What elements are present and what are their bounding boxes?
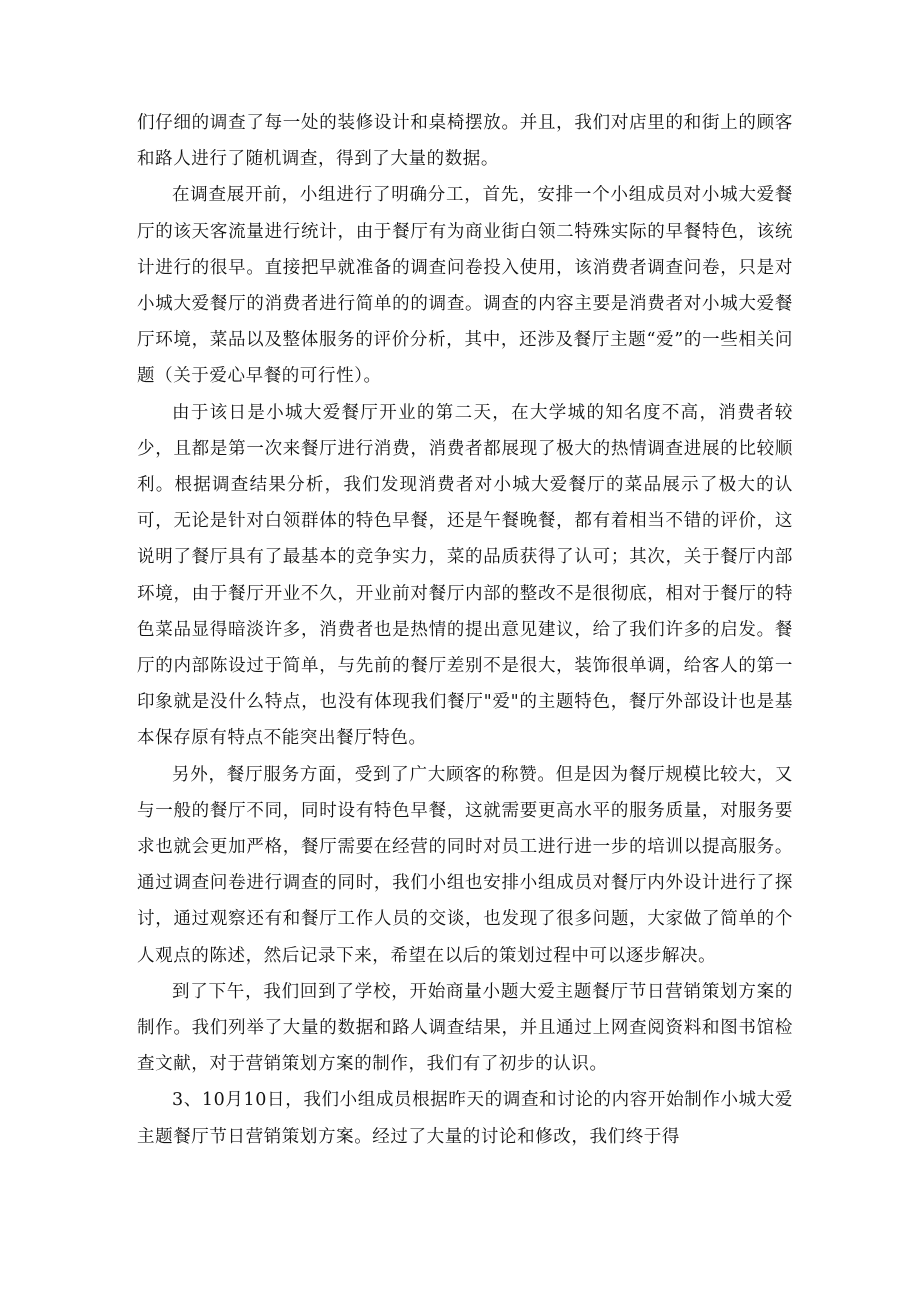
paragraph-survey-division: 在调查展开前，小组进行了明确分工，首先，安排一个小组成员对小城大爱餐厅的该天客流量进行统计，由于餐厅有为商业街白领二特殊实际的早餐特色，该统计进行的很早。直接把早就准备的调查问卷投入使用，该消费者调查问卷，只是对小城大爱餐厅的消费者进行简单的的调查。调查的内容主要是消费者对小城大爱餐厅环境，菜品以及整体服务的评价分析，其中，还涉及餐厅主题“爱”的一些相关问题（关于爱心早餐的可行性）。 [137,185,793,387]
paragraph-afternoon: 到了下午，我们回到了学校，开始商量小题大爱主题餐厅节日营销策划方案的制作。我们列举了大量的数据和路人调查结果，并且通过上网查阅资料和图书馆检查文献，对于营销策划方案的制作，我们有了初步的认识。 [137,981,793,1075]
paragraph-continuation: 们仔细的调查了每一处的装修设计和桌椅摆放。并且，我们对店里的和街上的顾客和路人进行了随机调查，得到了大量的数据。 [137,113,793,170]
paragraph-survey-results: 由于该日是小城大爱餐厅开业的第二天，在大学城的知名度不高，消费者较少，且都是第一次来餐厅进行消费，消费者都展现了极大的热情调查进展的比较顺利。根据调查结果分析，我们发现消费者对小城大爱餐厅的菜品展示了极大的认可，无论是针对白领群体的特色早餐，还是午餐晚餐，都有着相当不错的评价，这说明了餐厅具有了最基本的竞争实力，菜的品质获得了认可；其次，关于餐厅内部环境，由于餐厅开业不久，开业前对餐厅内部的整改不是很彻底，相对于餐厅的特色菜品显得暗淡许多，消费者也是热情的提出意见建议，给了我们许多的启发。餐厅的内部陈设过于简单，与先前的餐厅差别不是很大，装饰很单调，给客人的第一印象就是没什么特点，也没有体现我们餐厅"爱"的主题特色，餐厅外部设计也是基本保存原有特点不能突出餐厅特色。 [137,402,793,749]
document-body [137,105,793,1155]
paragraph-oct-10: 3、10月10日，我们小组成员根据昨天的调查和讨论的内容开始制作小城大爱主题餐厅节日营销策划方案。经过了大量的讨论和修改，我们终于得 [137,1090,793,1147]
paragraph-service: 另外，餐厅服务方面，受到了广大顾客的称赞。但是因为餐厅规模比较大，又与一般的餐厅不同，同时设有特色早餐，这就需要更高水平的服务质量，对服务要求也就会更加严格，餐厅需要在经营的同时对员工进行进一步的培训以提高服务。通过调查问卷进行调查的同时，我们小组也安排小组成员对餐厅内外设计进行了探讨，通过观察还有和餐厅工作人员的交谈，也发现了很多问题，大家做了简单的个人观点的陈述，然后记录下来，希望在以后的策划过程中可以逐步解决。 [137,764,793,966]
